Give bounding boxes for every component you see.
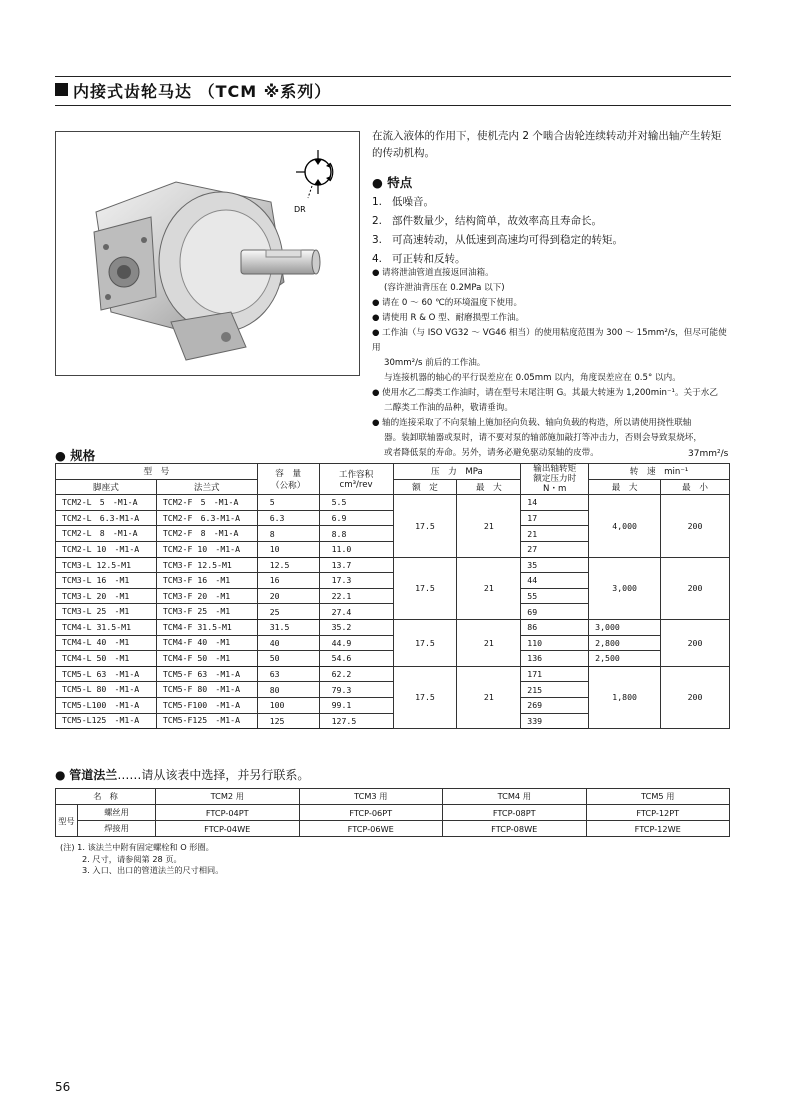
header-capacity	[257, 464, 319, 495]
table-cell: FTCP-06WE	[299, 821, 443, 837]
pipe-row-label: 焊接用	[78, 821, 156, 837]
flange-model-cell: TCM3-F 20 -M1	[156, 588, 257, 604]
capacity-cell: 25	[257, 604, 319, 620]
bullet-icon: ●	[372, 328, 380, 338]
capacity-cell: 125	[257, 713, 319, 729]
note-text: (容许泄油背压在 0.2MPa 以下)	[384, 283, 505, 293]
header-foot: 脚座式	[56, 479, 157, 495]
item-number: 2.	[372, 215, 383, 227]
note-line	[372, 356, 730, 371]
foot-model-cell: TCM3-L 12.5-M1	[56, 557, 157, 573]
displacement-cell: 17.3	[319, 573, 393, 589]
flange-model-cell: TCM5-F 63 -M1-A	[156, 666, 257, 682]
note-text: 轴的连接采取了不向泵轴上施加径向负载、轴向负载的构造，所以请使用挠性联轴	[382, 418, 692, 428]
item-text: 部件数量少，结构简单，故效率高且寿命长。	[392, 215, 602, 227]
pipe-col-tcm2: TCM2 用	[156, 789, 300, 805]
item-text: 可正转和反转。	[392, 253, 466, 265]
pipe-flange-table	[55, 788, 730, 837]
foot-model-cell: TCM4-L 40 -M1	[56, 635, 157, 651]
torque-cell: 27	[521, 541, 589, 557]
capacity-cell: 8	[257, 526, 319, 542]
flange-model-cell: TCM5-F125 -M1-A	[156, 713, 257, 729]
header-torque-sub: 额定压力时	[533, 474, 577, 485]
foot-model-cell: TCM4-L 50 -M1	[56, 651, 157, 667]
list-item	[372, 212, 623, 231]
pipe-row-label: 螺丝用	[78, 805, 156, 821]
note-line	[372, 266, 730, 281]
header-capacity-text: 容 量	[275, 469, 302, 480]
flange-model-cell: TCM2-F 5 -M1-A	[156, 495, 257, 511]
flange-model-cell: TCM2-F 10 -M1-A	[156, 541, 257, 557]
rated-pressure-cell: 17.5	[393, 557, 457, 619]
header-torque-unit: N・m	[543, 484, 567, 495]
header-flange: 法兰式	[156, 479, 257, 495]
note-line	[372, 416, 730, 431]
max-pressure-cell: 21	[457, 619, 521, 666]
flange-model-cell: TCM3-F 16 -M1	[156, 573, 257, 589]
torque-cell: 69	[521, 604, 589, 620]
table-row	[56, 635, 730, 651]
displacement-cell: 27.4	[319, 604, 393, 620]
item-number: 3.	[372, 234, 383, 246]
speed-max-cell: 3,000	[589, 557, 661, 619]
displacement-cell: 62.2	[319, 666, 393, 682]
capacity-cell: 16	[257, 573, 319, 589]
foot-model-cell: TCM3-L 25 -M1	[56, 604, 157, 620]
description-text: 在流入液体的作用下，使机壳内 2 个啮合齿轮连续转动并对输出轴产生转矩的传动机构。	[372, 130, 722, 159]
displacement-cell: 99.1	[319, 697, 393, 713]
flange-model-cell: TCM5-F 80 -M1-A	[156, 682, 257, 698]
header-torque-text: 输出轴转矩	[533, 464, 577, 475]
displacement-cell: 22.1	[319, 588, 393, 604]
features-heading-text: 特点	[387, 175, 413, 190]
pipe-name-header: 名 称	[56, 789, 156, 805]
table-cell: FTCP-12PT	[586, 805, 730, 821]
displacement-cell: 79.3	[319, 682, 393, 698]
note-text: 30mm²/s 前后的工作油。	[384, 358, 486, 368]
spec-heading-text: 规格	[70, 448, 96, 463]
header-displacement-text: 工作容积	[338, 470, 374, 481]
section-title-bar	[55, 76, 731, 106]
foot-model-cell: TCM5-L 80 -M1-A	[56, 682, 157, 698]
table-row	[56, 557, 730, 573]
pipe-col-tcm4: TCM4 用	[443, 789, 587, 805]
table-cell: FTCP-08WE	[443, 821, 587, 837]
speed-max-cell: 3,000	[589, 619, 661, 635]
foot-model-cell: TCM3-L 16 -M1	[56, 573, 157, 589]
viscosity-unit: 37mm²/s	[688, 449, 729, 459]
note-text: 请在 0 ～ 60 ℃的环境温度下使用。	[382, 298, 523, 308]
foot-model-cell: TCM5-L100 -M1-A	[56, 697, 157, 713]
torque-cell: 269	[521, 697, 589, 713]
rated-pressure-cell: 17.5	[393, 495, 457, 557]
torque-cell: 35	[521, 557, 589, 573]
pipe-flange-heading: ● 管道法兰……请从该表中选择，并另行联系。	[55, 768, 310, 782]
torque-cell: 21	[521, 526, 589, 542]
note-text: 与连接机器的轴心的平行误差应在 0.05mm 以内，角度误差应在 0.5° 以内。	[384, 373, 681, 383]
foot-model-cell: TCM2-L 8 -M1-A	[56, 526, 157, 542]
speed-min-cell: 200	[661, 666, 730, 728]
bullet-icon: ●	[372, 388, 380, 398]
foot-model-cell: TCM5-L 63 -M1-A	[56, 666, 157, 682]
features-list	[372, 193, 623, 269]
product-photo	[55, 131, 360, 376]
features-heading: ● 特点	[372, 175, 413, 190]
torque-cell: 136	[521, 651, 589, 667]
max-pressure-cell: 21	[457, 666, 521, 728]
table-cell: FTCP-04PT	[156, 805, 300, 821]
torque-cell: 17	[521, 510, 589, 526]
note-line	[372, 311, 730, 326]
header-speed: 转 速 min⁻¹	[589, 464, 730, 480]
title-square-icon	[55, 83, 68, 96]
speed-min-cell: 200	[661, 619, 730, 666]
note-line	[372, 401, 730, 416]
capacity-cell: 40	[257, 635, 319, 651]
header-torque	[521, 464, 589, 495]
foot-model-cell: TCM4-L 31.5-M1	[56, 619, 157, 635]
note-line	[372, 446, 730, 461]
spec-heading: ● 规格	[55, 448, 96, 463]
speed-max-cell: 4,000	[589, 495, 661, 557]
header-model: 型 号	[56, 464, 258, 480]
header-pressure: 压 力 MPa	[393, 464, 521, 480]
pipe-heading-text: 管道法兰	[69, 768, 118, 782]
displacement-cell: 8.8	[319, 526, 393, 542]
torque-cell: 14	[521, 495, 589, 511]
item-number: 4.	[372, 253, 383, 265]
capacity-cell: 50	[257, 651, 319, 667]
header-rated: 额 定	[393, 479, 457, 495]
table-cell: FTCP-08PT	[443, 805, 587, 821]
note-text: 二醇类工作油的品种，敬请垂询。	[384, 403, 513, 413]
capacity-cell: 31.5	[257, 619, 319, 635]
torque-cell: 339	[521, 713, 589, 729]
item-text: 可高速转动，从低速到高速均可得到稳定的转矩。	[392, 234, 623, 246]
page-title: 内接式齿轮马达 （TCM ※系列）	[73, 82, 332, 101]
capacity-cell: 12.5	[257, 557, 319, 573]
note-text: 请使用 R & O 型、耐磨损型工作油。	[382, 313, 525, 323]
rated-pressure-cell: 17.5	[393, 619, 457, 666]
table-row	[56, 619, 730, 635]
list-item	[372, 193, 623, 212]
note-text: 器。装卸联轴器或泵时，请不要对泵的轴部施加敲打等冲击力，否则会导致泵烧坏，	[384, 433, 702, 443]
torque-cell: 44	[521, 573, 589, 589]
capacity-cell: 80	[257, 682, 319, 698]
displacement-cell: 5.5	[319, 495, 393, 511]
bullet-icon: ●	[372, 268, 380, 278]
displacement-cell: 54.6	[319, 651, 393, 667]
torque-cell: 86	[521, 619, 589, 635]
speed-max-cell: 2,800	[589, 635, 661, 651]
speed-min-cell: 200	[661, 495, 730, 557]
displacement-cell: 13.7	[319, 557, 393, 573]
footnotes	[60, 842, 223, 877]
capacity-cell: 6.3	[257, 510, 319, 526]
displacement-cell: 11.0	[319, 541, 393, 557]
displacement-cell: 127.5	[319, 713, 393, 729]
header-max: 最 大	[457, 479, 521, 495]
capacity-cell: 63	[257, 666, 319, 682]
header-speed-min: 最 小	[661, 479, 730, 495]
max-pressure-cell: 21	[457, 495, 521, 557]
note-line	[372, 431, 730, 446]
table-cell: FTCP-04WE	[156, 821, 300, 837]
table-cell: FTCP-12WE	[586, 821, 730, 837]
capacity-cell: 5	[257, 495, 319, 511]
flange-model-cell: TCM4-F 50 -M1	[156, 651, 257, 667]
footnote: 3. 入口、出口的管道法兰的尺寸相同。	[82, 865, 224, 875]
spec-table	[55, 463, 730, 729]
speed-min-cell: 200	[661, 557, 730, 619]
note-line	[372, 386, 730, 401]
note-line	[372, 281, 730, 296]
torque-cell: 171	[521, 666, 589, 682]
speed-max-cell: 1,800	[589, 666, 661, 728]
capacity-cell: 10	[257, 541, 319, 557]
bullet-icon: ●	[372, 298, 380, 308]
foot-model-cell: TCM3-L 20 -M1	[56, 588, 157, 604]
torque-cell: 215	[521, 682, 589, 698]
table-row	[56, 666, 730, 682]
pipe-col-tcm5: TCM5 用	[586, 789, 730, 805]
footnote: 2. 尺寸，请参阅第 28 页。	[82, 853, 182, 864]
header-capacity-sub: （公称）	[270, 481, 306, 492]
flange-model-cell: TCM3-F 25 -M1	[156, 604, 257, 620]
footnote: (注) 1. 该法兰中附有固定螺栓和 O 形圈。	[60, 842, 214, 852]
displacement-cell: 44.9	[319, 635, 393, 651]
table-row	[56, 651, 730, 667]
note-text: 工作油（与 ISO VG32 ～ VG46 相当）的使用粘度范围为 300 ～ 15mm²/s，但尽可能使用	[372, 328, 727, 353]
foot-model-cell: TCM2-L 5 -M1-A	[56, 495, 157, 511]
usage-notes	[372, 266, 730, 461]
bullet-icon: ●	[372, 313, 380, 323]
flange-model-cell: TCM4-F 31.5-M1	[156, 619, 257, 635]
table-row	[56, 495, 730, 511]
motor-symbol-icon	[296, 150, 333, 198]
note-text: 或者降低泵的寿命。另外，请务必避免驱动泵轴的皮带。	[384, 448, 599, 458]
note-text: 使用水乙二醇类工作油时，请在型号末尾注明 G。其最大转速为 1,200min⁻¹。关于水乙	[382, 388, 718, 398]
capacity-cell: 20	[257, 588, 319, 604]
flange-model-cell: TCM5-F100 -M1-A	[156, 697, 257, 713]
header-displacement-unit: cm³/rev	[339, 480, 373, 491]
table-cell: FTCP-06PT	[299, 805, 443, 821]
page-number: 56	[55, 1080, 71, 1094]
note-text: 请将泄油管道直接返回油箱。	[382, 268, 494, 278]
pipe-type-label: 型号	[56, 805, 78, 837]
torque-cell: 110	[521, 635, 589, 651]
header-displacement	[319, 464, 393, 495]
rated-pressure-cell: 17.5	[393, 666, 457, 728]
flange-model-cell: TCM4-F 40 -M1	[156, 635, 257, 651]
capacity-cell: 100	[257, 697, 319, 713]
note-line	[372, 326, 730, 356]
drain-label: DR	[294, 205, 306, 214]
gear-motor-illustration	[56, 132, 359, 375]
note-line	[372, 371, 730, 386]
max-pressure-cell: 21	[457, 557, 521, 619]
displacement-cell: 6.9	[319, 510, 393, 526]
item-text: 低噪音。	[392, 196, 434, 208]
displacement-cell: 35.2	[319, 619, 393, 635]
note-line	[372, 296, 730, 311]
list-item	[372, 231, 623, 250]
pipe-heading-note: ……请从该表中选择，并另行联系。	[117, 768, 310, 782]
torque-cell: 55	[521, 588, 589, 604]
pipe-col-tcm3: TCM3 用	[299, 789, 443, 805]
speed-max-cell: 2,500	[589, 651, 661, 667]
flange-model-cell: TCM3-F 12.5-M1	[156, 557, 257, 573]
flange-model-cell: TCM2-F 6.3-M1-A	[156, 510, 257, 526]
item-number: 1.	[372, 196, 383, 208]
foot-model-cell: TCM2-L 6.3-M1-A	[56, 510, 157, 526]
foot-model-cell: TCM2-L 10 -M1-A	[56, 541, 157, 557]
bullet-icon: ●	[372, 418, 380, 428]
header-speed-max: 最 大	[589, 479, 661, 495]
flange-model-cell: TCM2-F 8 -M1-A	[156, 526, 257, 542]
foot-model-cell: TCM5-L125 -M1-A	[56, 713, 157, 729]
